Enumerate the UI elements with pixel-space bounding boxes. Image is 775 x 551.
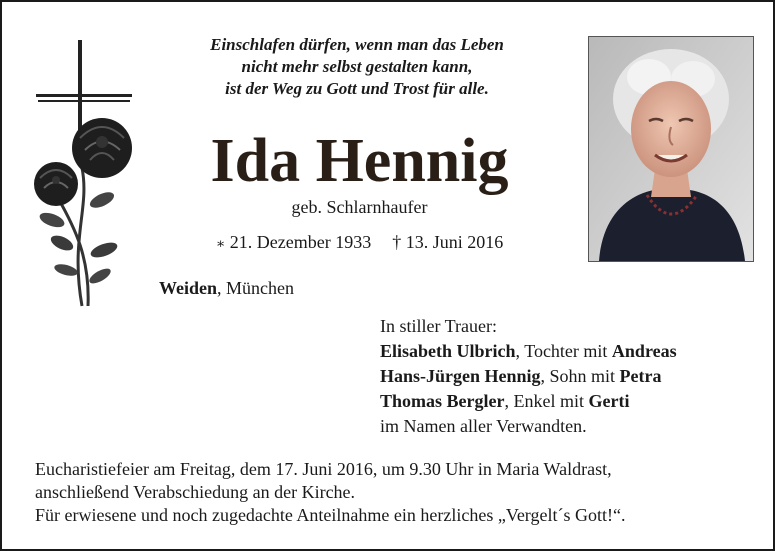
- quote-line: ist der Weg zu Gott und Trost für alle.: [225, 79, 489, 98]
- life-dates: [152, 230, 567, 257]
- birth-date: 21. Dezember 1933: [229, 232, 372, 252]
- mourners-intro: In stiller Trauer:: [380, 316, 497, 336]
- mourners-closing: im Namen aller Verwandten.: [380, 416, 587, 436]
- death-symbol: †: [392, 232, 402, 252]
- mourner-relation: , Enkel mit: [504, 391, 589, 411]
- service-line: Eucharistiefeier am Freitag, dem 17. Juni 2016, um 9.30 Uhr in Maria Waldrast,: [35, 459, 612, 479]
- mourner-name: Elisabeth Ulbrich: [380, 341, 516, 361]
- quote: [152, 34, 562, 100]
- portrait-photo: [588, 36, 754, 262]
- quote-line: Einschlafen dürfen, wenn man das Leben: [210, 35, 504, 54]
- mourner-line: [380, 389, 677, 414]
- mourners: [380, 314, 677, 439]
- mourner-partner: Petra: [619, 366, 662, 386]
- mourner-relation: , Tochter mit: [515, 341, 612, 361]
- death-date: 13. Juni 2016: [405, 232, 504, 252]
- mourner-partner: Gerti: [588, 391, 630, 411]
- deceased-name: Ida Hennig: [210, 127, 509, 195]
- mourner-name: Thomas Bergler: [380, 391, 505, 411]
- mourner-partner: Andreas: [611, 341, 677, 361]
- quote-line: nicht mehr selbst gestalten kann,: [241, 57, 473, 76]
- place-secondary: , München: [217, 278, 294, 298]
- service-info: [35, 458, 625, 527]
- place-primary: Weiden: [159, 278, 218, 298]
- mourner-name: Hans-Jürgen Hennig: [380, 366, 541, 386]
- mourner-relation: , Sohn mit: [540, 366, 620, 386]
- thanks-line: Für erwiesene und noch zugedachte Anteilnahme ein herzliches „Vergelt´s Gott!“.: [35, 505, 626, 525]
- portrait-illustration: [589, 37, 753, 261]
- birth-name: geb. Schlarnhaufer: [291, 197, 428, 217]
- birth-symbol: ∗: [215, 237, 226, 252]
- places: [159, 277, 294, 299]
- cross-with-roses-icon: [30, 38, 145, 313]
- service-line: anschließend Verabschiedung an der Kirche.: [35, 482, 356, 502]
- mourner-line: [380, 364, 677, 389]
- mourner-line: [380, 339, 677, 364]
